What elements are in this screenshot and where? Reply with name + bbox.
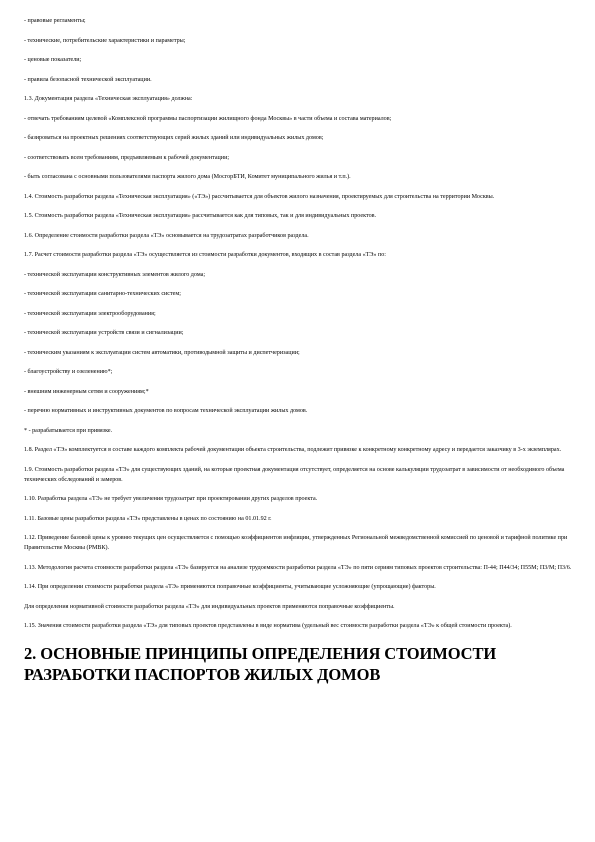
paragraph-18: - техническим указаниям к эксплуатации систем автоматики, противодымной защиты и диспетчеризации; [24, 349, 300, 356]
paragraph-28: 1.13. Методология расчета стоимости разработки раздела «ТЭ» базируется на анализе трудоемкости разработки раздела «ТЭ» по пяти сериям типовых проектов строительства: П-44; П44/34; П55М; П3/М; П3/6. [24, 564, 572, 571]
paragraph-15: - технической эксплуатации санитарно-технических систем; [24, 291, 181, 297]
paragraph-10: 1.4. Стоимость разработки раздела «Техническая эксплуатация» («ТЭ») рассчитывается для объектов жилого назначения, проектируемых для строительства на территории Москвы. [24, 193, 495, 200]
paragraph-29: 1.14. При определении стоимости разработки раздела «ТЭ» применяются поправочные коэффициенты, учитывающие усложняющие (упрощающие) факторы. [24, 584, 436, 590]
paragraph-6: - отвечать требованиям целевой «Комплексной программы паспортизации жилищного фонда Москвы» в части объема и состава материалов; [24, 115, 392, 122]
paragraph-26: 1.11. Базовые цены разработки раздела «ТЭ» представлены в ценах по состоянию на 01.01.92 г. [24, 515, 272, 522]
paragraph-2: - технические, потребительские характеристики и параметры; [24, 37, 186, 44]
paragraph-19: - благоустройству и озеленению*; [24, 369, 113, 375]
paragraph-30: Для определения нормативной стоимости разработки раздела «ТЭ» для индивидуальных проектов применяются поправочные коэффициенты. [24, 603, 395, 610]
paragraph-25: 1.10. Разработка раздела «ТЭ» не требует увеличения трудозатрат при проектировании других разделов проекта. [24, 496, 318, 502]
paragraph-9: - быть согласована с основными пользователями паспорта жилого дома (МосгорБТИ, Комитет муниципального жилья и т.п.). [24, 174, 351, 180]
paragraph-27: 1.12. Приведение базовой цены к уровню текущих цен осуществляется с помощью коэффициентов инфляции, утвержденных Региональной межведомственной комиссией по ценовой и тарифной политике при Правительстве Москвы (РМВК). [24, 535, 568, 551]
paragraph-8: - соответствовать всем требованиям, предъявляемым к рабочей документации; [24, 154, 230, 161]
section-heading: 2. ОСНОВНЫЕ ПРИНЦИПЫ ОПРЕДЕЛЕНИЯ СТОИМОСТИ РАЗРАБОТКИ ПАСПОРТОВ ЖИЛЫХ ДОМОВ [24, 644, 497, 684]
paragraph-3: - ценовые показатели; [24, 57, 82, 63]
paragraph-13: 1.7. Расчет стоимости разработки раздела «ТЭ» осуществляется из стоимости разработки документов, входящих в состав раздела «ТЭ» по: [24, 252, 386, 258]
paragraph-23: 1.8. Раздел «ТЭ» комплектуется в составе каждого комплекта рабочей документации объекта строительства, подлежит привязке к конкретному конкретному адресу и передается заказчику в 3-х экземплярах. [24, 447, 562, 453]
paragraph-1: - правовые регламенты; [24, 18, 86, 24]
paragraph-11: 1.5. Стоимость разработки раздела «Техническая эксплуатация» рассчитывается как для типовых, так и для индивидуальных проектов. [24, 213, 377, 219]
paragraph-5: 1.3. Документация раздела «Техническая эксплуатация» должна: [24, 96, 193, 102]
paragraph-22: * - разрабатывается при привязке. [24, 427, 113, 434]
paragraph-21: - перечню нормативных и инструктивных документов по вопросам технической эксплуатации жилых домов. [24, 408, 308, 414]
paragraph-17: - технической эксплуатации устройств связи и сигнализации; [24, 330, 184, 336]
paragraph-14: - технической эксплуатации конструктивных элементов жилого дома; [24, 271, 206, 278]
paragraph-24: 1.9. Стоимость разработки раздела «ТЭ» для существующих зданий, на которые проектная документация отсутствует, определяется на основе калькуляции трудозатрат в зависимости от необходимого объема технических обследований и замеров. [24, 466, 565, 483]
paragraph-31: 1.15. Значения стоимости разработки раздела «ТЭ» для типовых проектов представлены в виде норматива (удельный вес стоимости разработки раздела «ТЭ» к общей стоимости проекта). [24, 623, 512, 629]
paragraph-16: - технической эксплуатации электрооборудования; [24, 310, 156, 317]
paragraph-20: - внешним инженерным сетям и сооружениям;* [24, 388, 149, 395]
document-page [24, 16, 572, 685]
paragraph-4: - правила безопасной технической эксплуатации. [24, 76, 152, 83]
paragraph-7: - базироваться на проектных решениях соответствующих серий жилых зданий или индивидуальных жилых домов; [24, 135, 324, 141]
paragraph-12: 1.6. Определение стоимости разработки раздела «ТЭ» основывается на трудозатратах разработчиков раздела. [24, 232, 309, 239]
